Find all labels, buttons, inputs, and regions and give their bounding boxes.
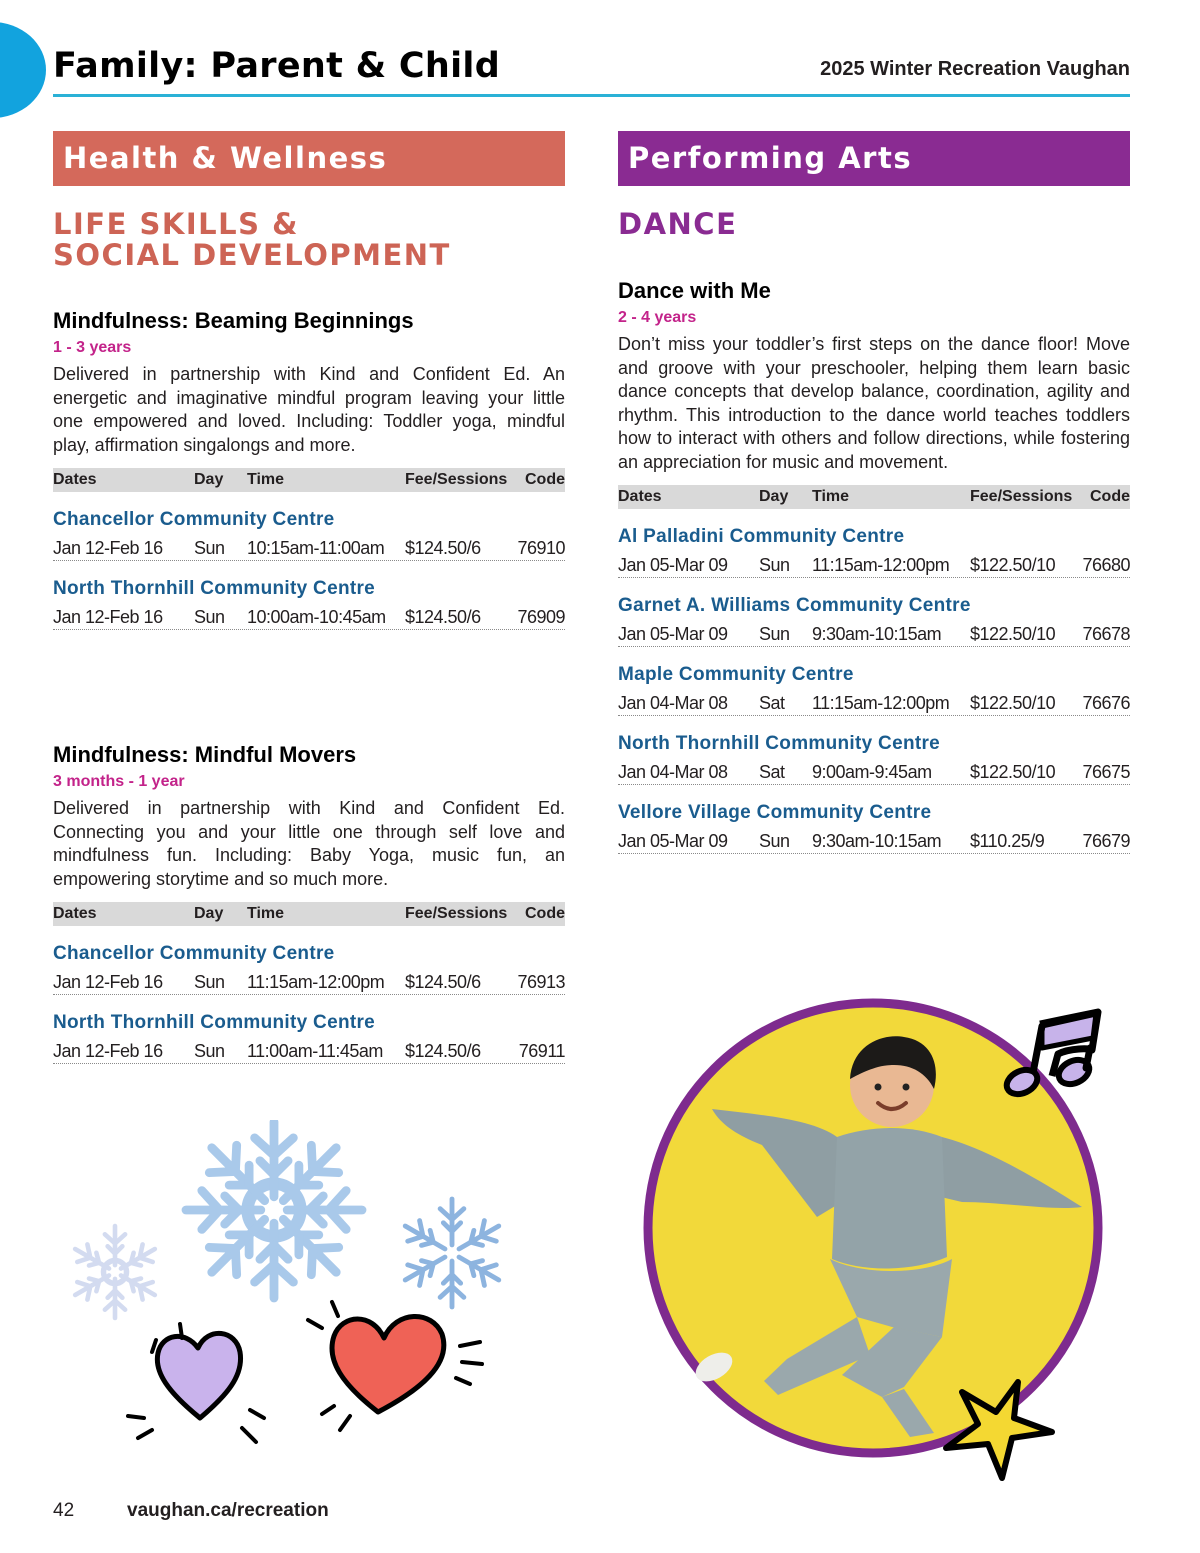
location-name: Al Palladini Community Centre	[618, 526, 905, 547]
cell-dates: Jan 12-Feb 16	[53, 972, 163, 992]
cell-dates: Jan 12-Feb 16	[53, 1041, 163, 1061]
cell-day: Sun	[759, 831, 790, 851]
cell-code: 76911	[518, 1041, 565, 1061]
location-name: North Thornhill Community Centre	[53, 578, 376, 599]
heart-icon	[128, 1324, 264, 1442]
cell-time: 10:00am-10:45am	[247, 607, 386, 627]
location-name: Garnet A. Williams Community Centre	[618, 595, 971, 616]
cell-day: Sun	[194, 538, 225, 558]
cell-time: 9:30am-10:15am	[812, 624, 942, 644]
cell-day: Sun	[194, 607, 225, 627]
col-day: Day	[194, 471, 224, 488]
program-title: Mindfulness: Mindful Movers	[53, 742, 357, 767]
heart-icon	[308, 1302, 482, 1430]
cell-code: 76909	[517, 607, 565, 627]
health-wellness-section	[53, 131, 565, 1061]
col-code: Code	[525, 471, 565, 488]
table-row	[53, 1034, 565, 1064]
col-dates: Dates	[618, 488, 662, 505]
col-day: Day	[759, 488, 789, 505]
cell-fee: $122.50/10	[970, 555, 1056, 575]
program-description: Delivered in partnership with Kind and Confident Ed. An energetic and imaginative mindful program leaving your little one empowered and loved. Including: Toddler yoga, mindful play, affirmation singalongs and more.	[53, 364, 565, 455]
cell-dates: Jan 04-Mar 08	[618, 762, 728, 782]
schedule-table-header	[53, 468, 565, 492]
location-block	[618, 595, 1130, 647]
table-row	[618, 617, 1130, 647]
table-row	[618, 686, 1130, 716]
cell-dates: Jan 05-Mar 09	[618, 555, 728, 575]
cell-code: 76676	[1082, 693, 1130, 713]
cell-fee: $122.50/10	[970, 624, 1056, 644]
col-time: Time	[247, 471, 285, 488]
col-dates: Dates	[53, 905, 97, 922]
snowflake-icon	[399, 1199, 504, 1307]
program-description: Don’t miss your toddler’s first steps on the dance floor! Move and groove with your preschooler, helping them learn basic dance concepts that develop balance, coordination, agility and rhythm. This introduction to the dance world teaches toddlers how to interact with others and follow directions, while fostering an appreciation for music and movement.	[618, 334, 1130, 472]
location-name: Vellore Village Community Centre	[618, 802, 932, 823]
location-name: North Thornhill Community Centre	[53, 1012, 376, 1033]
table-row	[618, 824, 1130, 854]
program-mindful-movers	[53, 742, 565, 1064]
star-icon	[940, 1378, 1058, 1482]
location-name: Chancellor Community Centre	[53, 943, 335, 964]
location-block	[618, 526, 1130, 578]
cell-dates: Jan 05-Mar 09	[618, 624, 728, 644]
location-name: Chancellor Community Centre	[53, 509, 335, 530]
cell-dates: Jan 12-Feb 16	[53, 607, 163, 627]
cell-fee: $124.50/6	[405, 607, 481, 627]
col-code: Code	[525, 905, 565, 922]
cell-dates: Jan 12-Feb 16	[53, 538, 163, 558]
page-title: Family: Parent & Child	[53, 46, 501, 86]
location-name: Maple Community Centre	[618, 664, 854, 685]
winter-hearts-illustration	[60, 1120, 520, 1460]
category-heading-life-skills	[53, 209, 451, 271]
cell-fee: $124.50/6	[405, 538, 481, 558]
cell-fee: $122.50/10	[970, 762, 1056, 782]
website-link[interactable]: vaughan.ca/recreation	[127, 1500, 329, 1521]
col-fee: Fee/Sessions	[405, 905, 508, 922]
col-fee: Fee/Sessions	[970, 488, 1073, 505]
cell-day: Sun	[759, 555, 790, 575]
location-block	[53, 1012, 565, 1064]
category-line-2: SOCIAL DEVELOPMENT	[53, 238, 451, 272]
cell-day: Sat	[759, 762, 785, 782]
cell-fee: $124.50/6	[405, 972, 481, 992]
cell-time: 11:15am-12:00pm	[812, 555, 950, 575]
cell-code: 76679	[1082, 831, 1130, 851]
location-block	[618, 802, 1130, 854]
col-dates: Dates	[53, 471, 97, 488]
table-row	[618, 755, 1130, 785]
cell-code: 76913	[517, 972, 565, 992]
program-dance-with-me	[618, 278, 1130, 854]
category-heading-dance: DANCE	[618, 207, 738, 241]
section-banner-health: Health & Wellness	[53, 131, 565, 186]
music-note-icon	[1000, 1008, 1110, 1104]
cell-time: 10:15am-11:00am	[247, 538, 385, 558]
cell-time: 11:00am-11:45am	[247, 1041, 383, 1061]
location-name: North Thornhill Community Centre	[618, 733, 941, 754]
table-row	[53, 600, 565, 630]
performing-arts-section	[618, 131, 1130, 851]
program-beaming-beginnings	[53, 308, 565, 630]
schedule-table-header	[53, 902, 565, 926]
cell-day: Sat	[759, 693, 785, 713]
cell-dates: Jan 05-Mar 09	[618, 831, 728, 851]
section-banner-arts: Performing Arts	[618, 131, 1130, 186]
col-time: Time	[247, 905, 285, 922]
cell-time: 9:30am-10:15am	[812, 831, 942, 851]
cell-code: 76680	[1082, 555, 1130, 575]
cell-fee: $122.50/10	[970, 693, 1056, 713]
location-block	[53, 943, 565, 995]
cell-time: 11:15am-12:00pm	[812, 693, 950, 713]
program-title: Mindfulness: Beaming Beginnings	[53, 308, 414, 333]
location-block	[618, 664, 1130, 716]
program-age: 2 - 4 years	[618, 309, 697, 326]
cell-time: 11:15am-12:00pm	[247, 972, 385, 992]
col-day: Day	[194, 905, 224, 922]
cell-time: 9:00am-9:45am	[812, 762, 932, 782]
cell-day: Sun	[194, 972, 225, 992]
table-row	[53, 531, 565, 561]
program-title: Dance with Me	[618, 278, 771, 303]
table-row	[618, 548, 1130, 578]
cell-code: 76675	[1082, 762, 1130, 782]
table-row	[53, 965, 565, 995]
location-block	[53, 509, 565, 561]
cell-fee: $110.25/9	[970, 831, 1045, 851]
cell-fee: $124.50/6	[405, 1041, 481, 1061]
cell-day: Sun	[194, 1041, 225, 1061]
location-block	[53, 578, 565, 630]
category-line-1: LIFE SKILLS &	[53, 207, 299, 241]
cell-code: 76910	[517, 538, 565, 558]
col-fee: Fee/Sessions	[405, 471, 508, 488]
publication-title: 2025 Winter Recreation Vaughan	[820, 58, 1130, 80]
program-description: Delivered in partnership with Kind and Confident Ed. Connecting you and your little one through self love and mindfulness fun. Including: Baby Yoga, music fun, an empowering storytime and so much more.	[53, 798, 565, 889]
location-block	[618, 733, 1130, 785]
schedule-table-header	[618, 485, 1130, 509]
snowflake-icon	[70, 1226, 160, 1318]
program-age: 3 months - 1 year	[53, 773, 185, 790]
col-code: Code	[1090, 488, 1130, 505]
snowflake-icon	[186, 1122, 362, 1298]
cell-dates: Jan 04-Mar 08	[618, 693, 728, 713]
cell-code: 76678	[1082, 624, 1130, 644]
page-number: 42	[53, 1500, 75, 1521]
cell-day: Sun	[759, 624, 790, 644]
col-time: Time	[812, 488, 850, 505]
header-divider	[53, 94, 1130, 97]
corner-tab	[0, 22, 46, 118]
program-age: 1 - 3 years	[53, 339, 132, 356]
